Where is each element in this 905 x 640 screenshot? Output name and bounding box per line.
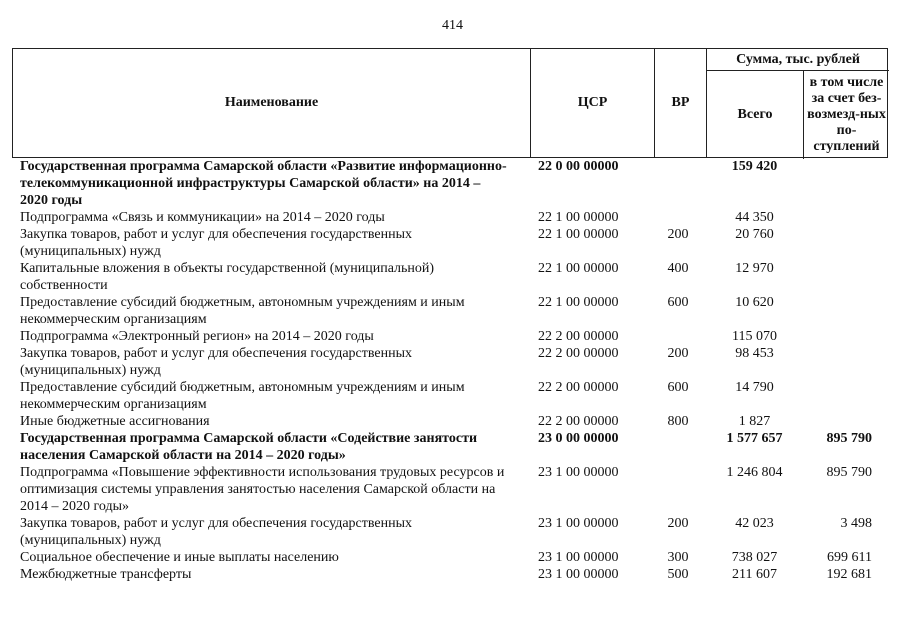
page-number: 414 — [442, 18, 463, 33]
header-sum: Сумма, тыс. рублей — [707, 49, 889, 71]
cell-total: 738 027 — [731, 550, 778, 565]
cell-csr: 22 2 00 00000 — [538, 380, 619, 395]
header-sum-group — [707, 49, 889, 157]
cell-csr: 22 1 00 00000 — [538, 295, 619, 310]
header-vr: ВР — [655, 49, 707, 157]
cell-free: 192 681 — [826, 567, 872, 582]
cell-csr: 22 2 00 00000 — [538, 346, 619, 361]
cell-csr: 22 1 00 00000 — [538, 261, 619, 276]
cell-total: 14 790 — [735, 380, 774, 395]
cell-vr: 200 — [667, 516, 689, 531]
cell-total: 1 246 804 — [726, 465, 783, 480]
cell-total: 20 760 — [735, 227, 774, 242]
cell-vr: 200 — [667, 346, 689, 361]
cell-vr: 600 — [667, 380, 689, 395]
cell-csr: 22 1 00 00000 — [538, 210, 619, 225]
cell-vr: 200 — [667, 227, 689, 242]
table-header — [12, 48, 888, 158]
cell-name: Закупка товаров, работ и услуг для обеспечения государственных (муниципальных) нужд — [20, 346, 413, 378]
cell-total: 12 970 — [735, 261, 774, 276]
table-row — [20, 430, 888, 464]
cell-total: 159 420 — [731, 159, 778, 174]
cell-csr: 22 0 00 00000 — [538, 159, 619, 174]
cell-csr: 23 0 00 00000 — [538, 431, 619, 446]
cell-free: 3 498 — [840, 516, 872, 531]
cell-csr: 23 1 00 00000 — [538, 465, 619, 480]
cell-vr: 500 — [667, 567, 689, 582]
cell-name: Подпрограмма «Повышение эффективности использования трудовых ресурсов и оптимизация системы управления занятостью населения Самарской области на 2014 – 2020 годы» — [20, 465, 505, 514]
cell-name: Социальное обеспечение и иные выплаты населению — [20, 550, 339, 565]
cell-csr: 23 1 00 00000 — [538, 567, 619, 582]
cell-name: Предоставление субсидий бюджетным, автономным учреждениям и иным некоммерческим организациям — [20, 380, 465, 412]
table-row — [20, 413, 888, 430]
cell-name: Иные бюджетные ассигнования — [20, 414, 210, 429]
cell-name: Предоставление субсидий бюджетным, автономным учреждениям и иным некоммерческим организациям — [20, 295, 465, 327]
table-row — [20, 515, 888, 549]
table-row — [20, 464, 888, 515]
cell-name: Государственная программа Самарской области «Развитие информационно-телекоммуникационной инфраструктуры Самарской области» на 2014 – 2020 годы — [20, 159, 507, 208]
cell-name: Государственная программа Самарской области «Содействие занятости населения Самарской области на 2014 – 2020 годы» — [20, 431, 478, 463]
table-row — [20, 226, 888, 260]
cell-vr: 300 — [667, 550, 689, 565]
cell-total: 115 070 — [732, 329, 777, 344]
table-row — [20, 566, 888, 583]
cell-total: 98 453 — [735, 346, 774, 361]
cell-name: Закупка товаров, работ и услуг для обеспечения государственных (муниципальных) нужд — [20, 227, 413, 259]
header-name: Наименование — [13, 49, 531, 157]
cell-csr: 22 1 00 00000 — [538, 227, 619, 242]
cell-total: 1 577 657 — [726, 431, 783, 446]
cell-total: 10 620 — [735, 295, 774, 310]
cell-vr: 600 — [667, 295, 689, 310]
table-row — [20, 379, 888, 413]
cell-csr: 22 2 00 00000 — [538, 329, 619, 344]
cell-name: Закупка товаров, работ и услуг для обеспечения государственных (муниципальных) нужд — [20, 516, 413, 548]
cell-free: 895 790 — [826, 465, 872, 480]
table-row — [20, 158, 888, 209]
cell-csr: 22 2 00 00000 — [538, 414, 619, 429]
cell-total: 211 607 — [732, 567, 777, 582]
cell-vr: 400 — [667, 261, 689, 276]
cell-csr: 23 1 00 00000 — [538, 550, 619, 565]
table-row — [20, 345, 888, 379]
cell-name: Межбюджетные трансферты — [20, 567, 192, 582]
cell-free: 699 611 — [827, 550, 872, 565]
cell-free: 895 790 — [826, 431, 872, 446]
cell-name: Подпрограмма «Электронный регион» на 2014 – 2020 годы — [20, 329, 374, 344]
table-row — [20, 549, 888, 566]
cell-total: 42 023 — [735, 516, 774, 531]
header-free: в том числе за счет без-возмезд-ных по-ступлений — [807, 75, 886, 154]
table-row — [20, 209, 888, 226]
table-body — [20, 158, 888, 583]
cell-name: Капитальные вложения в объекты государственной (муниципальной) собственности — [20, 261, 435, 293]
header-csr: ЦСР — [531, 49, 655, 157]
cell-total: 1 827 — [738, 414, 771, 429]
cell-csr: 23 1 00 00000 — [538, 516, 619, 531]
table-row — [20, 260, 888, 294]
table-row — [20, 328, 888, 345]
table-row — [20, 294, 888, 328]
cell-vr: 800 — [667, 414, 689, 429]
header-total: Всего — [707, 71, 804, 159]
cell-name: Подпрограмма «Связь и коммуникации» на 2014 – 2020 годы — [20, 210, 385, 225]
cell-total: 44 350 — [735, 210, 774, 225]
